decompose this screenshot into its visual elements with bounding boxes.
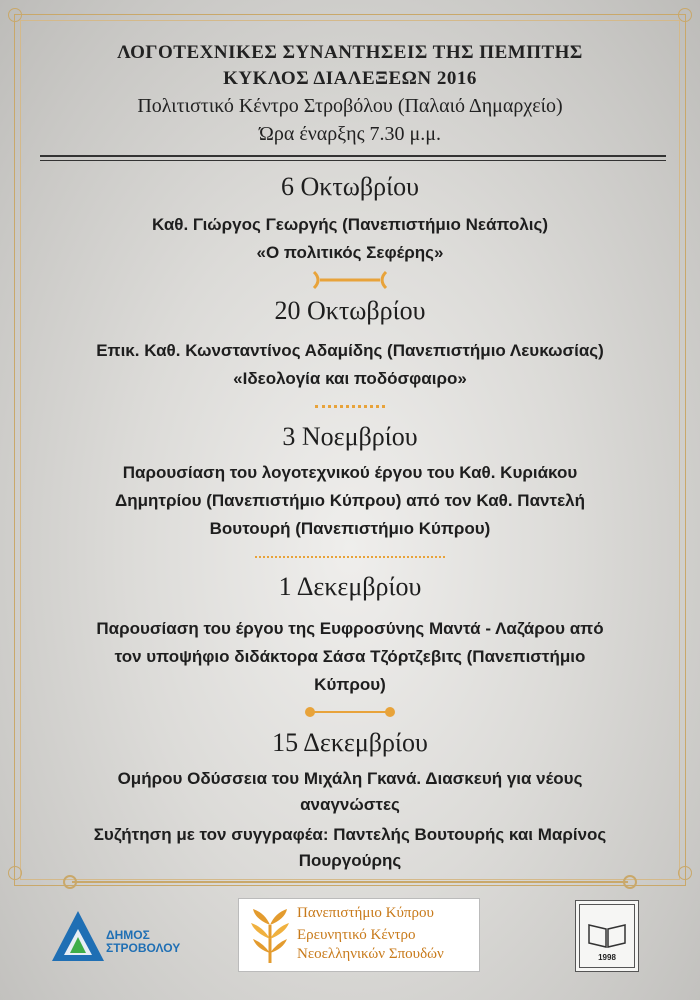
- event-date: 3 Νοεμβρίου: [282, 422, 418, 451]
- university-center-line1: Ερευνητικό Κέντρο: [297, 927, 416, 943]
- event-description-line: αναγνώστες: [300, 795, 400, 814]
- event-date: 1 Δεκεμβρίου: [278, 572, 422, 601]
- university-center-line2: Νεοελληνικών Σπουδών: [297, 946, 444, 962]
- dotted-separator: [315, 405, 385, 408]
- header-subtitle: ΚΥΚΛΟΣ ΔΙΑΛΕΞΕΩΝ 2016: [223, 68, 477, 89]
- library-logo: [575, 900, 639, 972]
- strovolos-emblem-icon: [48, 907, 108, 967]
- event-speaker: Καθ. Γιώργος Γεωργής (Πανεπιστήμιο Νεάπολις): [151, 215, 549, 234]
- book-icon: [587, 921, 627, 949]
- event-description-line: Ομήρου Οδύσσεια του Μιχάλη Γκανά. Διασκευή για νέους: [117, 769, 583, 788]
- event-date: 20 Οκτωβρίου: [274, 296, 426, 325]
- event-description-line: Συζήτηση με τον συγγραφέα: Παντελής Βουτουρής και Μαρίνος: [93, 825, 607, 844]
- event-title: «Ιδεολογία και ποδόσφαιρο»: [233, 369, 467, 388]
- event-speaker: Επικ. Καθ. Κωνσταντίνος Αδαμίδης (Πανεπιστήμιο Λευκωσίας): [96, 341, 604, 360]
- bracket-separator-icon: [310, 270, 390, 290]
- strovolos-label: ΣΤΡΟΒΟΛΟΥ: [106, 941, 181, 955]
- corner-ornament-icon: [8, 8, 22, 22]
- bottom-divider-icon: [60, 872, 640, 892]
- event-description-line: Κύπρου): [314, 675, 386, 694]
- event-description-line: Παρουσίαση του λογοτεχνικού έργου του Καθ. Κυριάκου: [122, 463, 578, 482]
- university-logo: [238, 898, 480, 972]
- strovolos-label: ΔΗΜΟΣ: [106, 928, 150, 942]
- header-title: ΛΟΓΟΤΕΧΝΙΚΕΣ ΣΥΝΑΝΤΗΣΕΙΣ ΤΗΣ ΠΕΜΠΤΗΣ: [117, 42, 583, 63]
- event-description-line: Δημητρίου (Πανεπιστήμιο Κύπρου) από τον Καθ. Παντελή: [115, 491, 585, 510]
- university-name: Πανεπιστήμιο Κύπρου: [297, 905, 434, 921]
- strovolos-logo: [48, 905, 208, 975]
- header-venue: Πολιτιστικό Κέντρο Στροβόλου (Παλαιό Δημαρχείο): [137, 95, 563, 117]
- library-year: 1998: [598, 953, 616, 962]
- header-divider: [40, 155, 666, 157]
- dot-line-separator-icon: [300, 705, 400, 719]
- header-divider-thin: [40, 160, 666, 161]
- event-description-line: Βουτουρή (Πανεπιστήμιο Κύπρου): [209, 519, 491, 538]
- header-time: Ώρα έναρξης 7.30 μ.μ.: [259, 123, 441, 145]
- dotted-separator: [255, 556, 445, 558]
- event-title: «Ο πολιτικός Σεφέρης»: [256, 243, 444, 262]
- event-description-line: τον υποψήφιο διδάκτορα Σάσα Τζόρτζεβιτς (Πανεπιστήμιο: [114, 647, 586, 666]
- event-date: 6 Οκτωβρίου: [280, 172, 419, 201]
- event-date: 15 Δεκεμβρίου: [272, 728, 428, 757]
- university-emblem-icon: [245, 905, 295, 965]
- corner-ornament-icon: [678, 8, 692, 22]
- corner-ornament-icon: [678, 866, 692, 880]
- event-description-line: Πουργούρης: [298, 851, 402, 870]
- event-description-line: Παρουσίαση του έργου της Ευφροσύνης Μαντά - Λαζάρου από: [96, 619, 604, 638]
